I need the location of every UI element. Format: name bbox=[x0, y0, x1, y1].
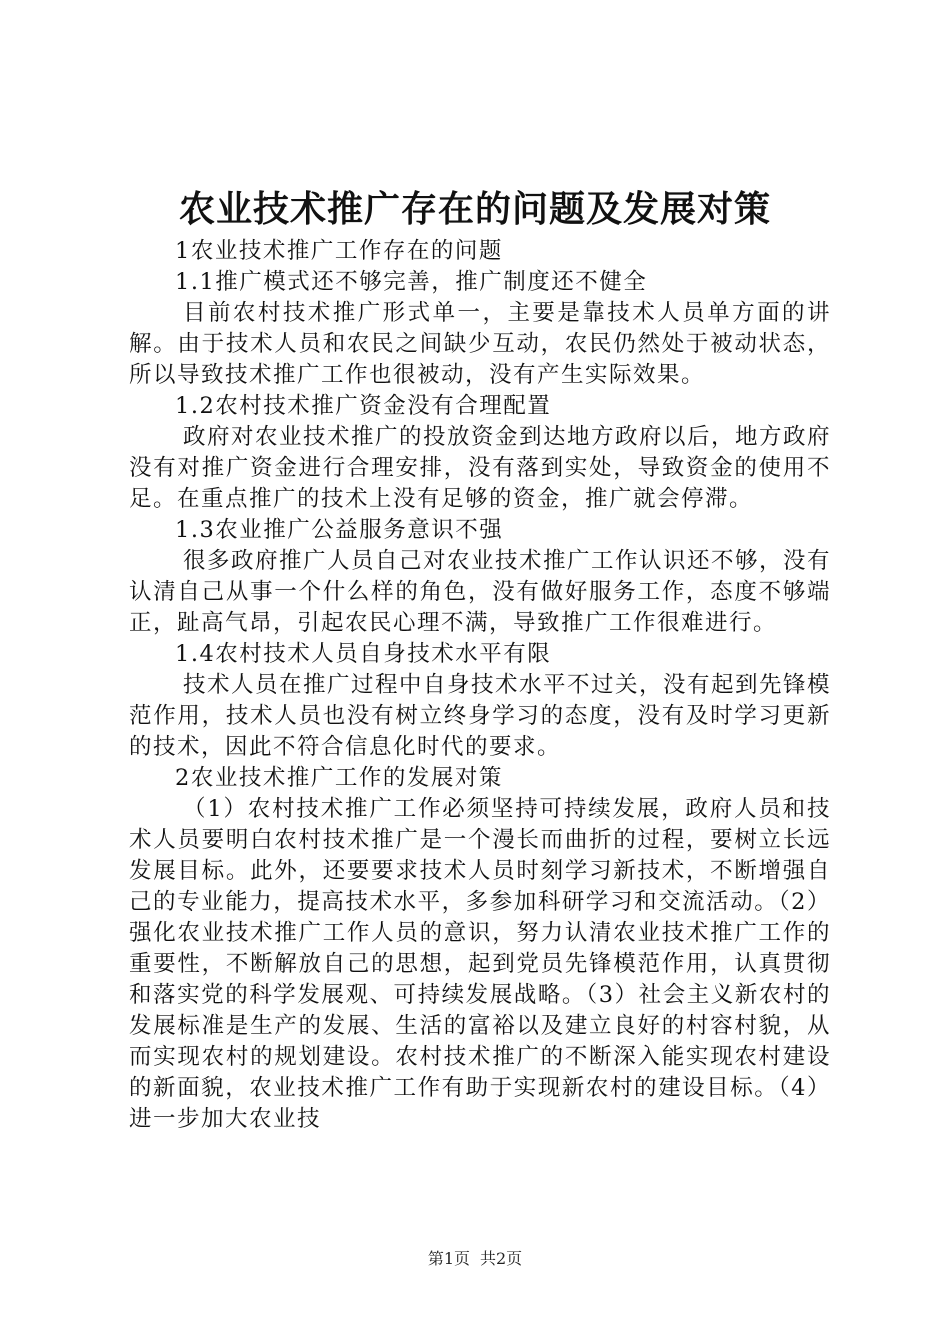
subsection-heading: 1.2农村技术推广资金没有合理配置 bbox=[175, 393, 552, 419]
section-heading: 1农业技术推广工作存在的问题 bbox=[175, 238, 503, 264]
subsection-heading: 1.4农村技术人员自身技术水平有限 bbox=[175, 641, 552, 667]
body-paragraph: 政府对农业技术推广的投放资金到达地方政府以后，地方政府没有对推广资金进行合理安排，没有落到实处，导致资金的使用不足。在重点推广的技术上没有足够的资金，推广就会停滞。 bbox=[129, 424, 832, 512]
body-paragraph: 很多政府推广人员自己对农业技术推广工作认识还不够，没有认清自己从事一个什么样的角色，没有做好服务工作，态度不够端正，趾高气昂，引起农民心理不满，导致推广工作很难进行。 bbox=[129, 548, 832, 636]
document-body bbox=[129, 236, 831, 1135]
body-paragraph: 技术人员在推广过程中自身技术水平不过关，没有起到先锋模范作用，技术人员也没有树立终身学习的态度，没有及时学习更新的技术，因此不符合信息化时代的要求。 bbox=[129, 672, 832, 760]
subsection-heading: 1.3农业推广公益服务意识不强 bbox=[175, 517, 504, 543]
section-heading: 2农业技术推广工作的发展对策 bbox=[175, 765, 503, 791]
page-footer bbox=[0, 1248, 950, 1270]
page-number: 第1页 bbox=[427, 1249, 470, 1268]
document-title: 农业技术推广存在的问题及发展对策 bbox=[178, 188, 771, 230]
body-paragraph: 目前农村技术推广形式单一，主要是靠技术人员单方面的讲解。由于技术人员和农民之间缺少互动，农民仍然处于被动状态，所以导致技术推广工作也很被动，没有产生实际效果。 bbox=[129, 300, 831, 388]
subsection-heading: 1.1推广模式还不够完善，推广制度还不健全 bbox=[175, 269, 648, 295]
body-paragraph: （1）农村技术推广工作必须坚持可持续发展，政府人员和技术人员要明白农村技术推广是一个漫长而曲折的过程，要树立长远发展目标。此外，还要要求技术人员时刻学习新技术，不断增强自己的专业能力，提高技术水平，多参加科研学习和交流活动。（2）强化农业技术推广工作人员的意识，努力认清农业技术推广工作的重要性，不断解放自己的思想，起到党员先锋模范作用，认真贯彻和落实党的科学发展观、可持续发展战略。（3）社会主义新农村的发展标准是生产的发展、生活的富裕以及建立良好的村容村貌，从而实现农村的规划建设。农村技术推广的不断深入能实现农村建设的新面貌，农业技术推广工作有助于实现新农村的建设目标。（4）进一步加大农业技 bbox=[129, 796, 831, 1132]
page-total: 共2页 bbox=[480, 1249, 523, 1268]
